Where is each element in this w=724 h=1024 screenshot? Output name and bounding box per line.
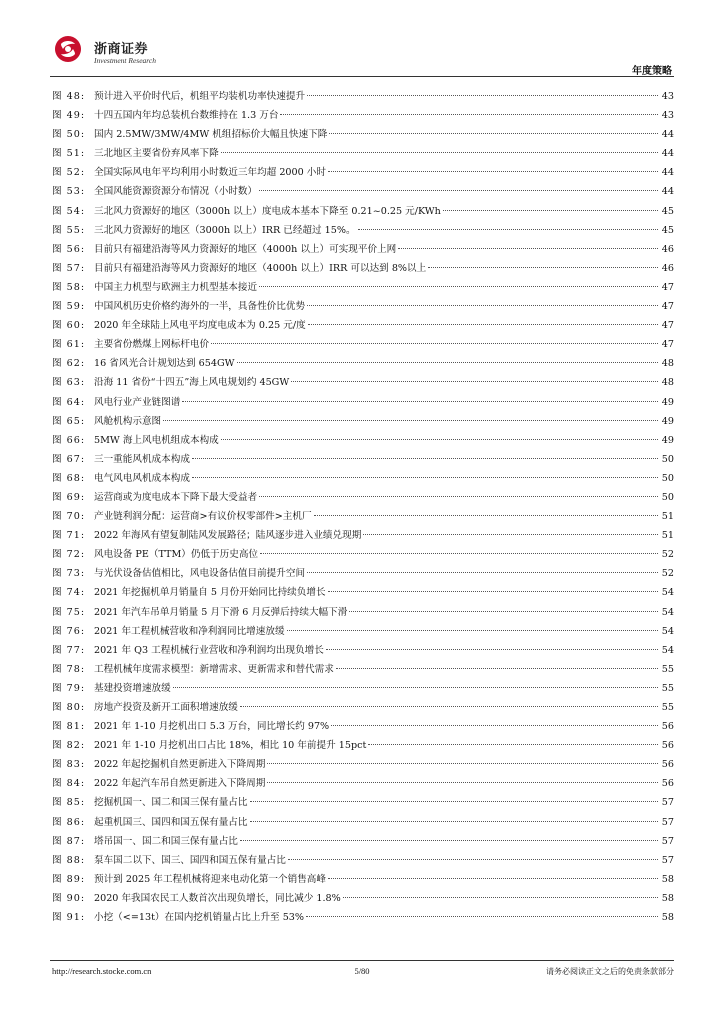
toc-leader-dots (328, 591, 658, 592)
toc-entry-label: 图 90: (52, 892, 86, 904)
toc-entry[interactable] (52, 450, 674, 469)
toc-entry-label: 图 64: (52, 396, 86, 408)
toc-entry-title: 2022 年海风有望复制陆风发展路径；陆风逐步进入业绩兑现期 (94, 530, 362, 542)
toc-entry-page: 51 (661, 511, 674, 523)
toc-entry-label: 图 83: (52, 759, 86, 771)
page-number: 5/80 (354, 966, 370, 976)
toc-entry-label: 图 71: (52, 530, 86, 542)
figure-list (52, 87, 674, 927)
toc-leader-dots (368, 744, 658, 745)
toc-leader-dots (307, 305, 658, 306)
toc-entry-title: 16 省风光合计规划达到 654GW (94, 358, 235, 370)
toc-entry[interactable] (52, 660, 674, 679)
toc-leader-dots (192, 477, 658, 478)
toc-leader-dots (398, 248, 658, 249)
toc-entry[interactable] (52, 813, 674, 832)
toc-entry[interactable] (52, 182, 674, 201)
toc-entry-title: 主要省份燃煤上网标杆电价 (94, 339, 210, 351)
toc-entry-label: 图 66: (52, 434, 86, 446)
toc-entry-page: 47 (661, 339, 674, 351)
toc-entry-title: 基建投资增速放缓 (94, 682, 171, 694)
toc-entry-title: 沿海 11 省份“十四五”海上风电规划约 45GW (94, 377, 290, 389)
toc-entry-page: 45 (661, 205, 674, 217)
toc-entry-title: 2021 年 1-10 月挖机出口 5.3 万台，同比增长约 97% (94, 721, 330, 733)
toc-entry-title: 塔吊国一、国二和国三保有量占比 (94, 835, 238, 847)
toc-entry-page: 58 (661, 892, 674, 904)
toc-entry-title: 5MW 海上风电机组成本构成 (94, 434, 219, 446)
toc-entry[interactable] (52, 870, 674, 889)
toc-entry[interactable] (52, 431, 674, 450)
toc-entry-label: 图 91: (52, 912, 86, 924)
toc-leader-dots (328, 171, 658, 172)
toc-entry[interactable] (52, 698, 674, 717)
toc-entry[interactable] (52, 832, 674, 851)
toc-entry[interactable] (52, 736, 674, 755)
toc-entry-title: 起重机国三、国四和国五保有量占比 (94, 816, 248, 828)
toc-leader-dots (291, 381, 658, 382)
toc-entry-page: 48 (661, 377, 674, 389)
toc-entry-title: 2022 年起汽车吊自然更新进入下降周期 (94, 778, 266, 790)
toc-entry-page: 49 (661, 396, 674, 408)
brand-name: 浙商证券 (94, 42, 149, 57)
toc-entry-title: 风电设备 PE（TTM）仍低于历史高位 (94, 549, 259, 561)
toc-entry-page: 51 (661, 530, 674, 542)
toc-entry[interactable] (52, 259, 674, 278)
toc-entry[interactable] (52, 278, 674, 297)
toc-entry-title: 2021 年 1-10 月挖机出口占比 18%，相比 10 年前提升 15pct (94, 740, 367, 752)
toc-entry-label: 图 85: (52, 797, 86, 809)
toc-leader-dots (173, 687, 658, 688)
page-header (50, 30, 674, 77)
toc-entry[interactable] (52, 335, 674, 354)
toc-entry-title: 全国实际风电年平均利用小时数近三年均超 2000 小时 (94, 167, 326, 179)
toc-entry-label: 图 58: (52, 281, 86, 293)
toc-entry-label: 图 54: (52, 205, 86, 217)
toc-entry-title: 三一重能风机成本构成 (94, 453, 190, 465)
toc-entry-page: 54 (661, 644, 674, 656)
toc-leader-dots (221, 439, 658, 440)
toc-entry[interactable] (52, 316, 674, 335)
toc-entry-label: 图 79: (52, 682, 86, 694)
toc-entry-label: 图 60: (52, 320, 86, 332)
toc-entry-page: 52 (661, 549, 674, 561)
toc-leader-dots (211, 343, 658, 344)
toc-leader-dots (237, 362, 659, 363)
toc-entry[interactable] (52, 240, 674, 259)
toc-entry-label: 图 62: (52, 358, 86, 370)
toc-entry[interactable] (52, 106, 674, 125)
toc-entry[interactable] (52, 545, 674, 564)
toc-entry-page: 54 (661, 625, 674, 637)
toc-entry-page: 55 (661, 663, 674, 675)
toc-leader-dots (331, 725, 658, 726)
toc-leader-dots (259, 190, 658, 191)
toc-entry-label: 图 59: (52, 301, 86, 313)
toc-entry-label: 图 67: (52, 453, 86, 465)
footer-url[interactable]: http://research.stocke.com.cn (52, 966, 152, 976)
toc-leader-dots (259, 286, 658, 287)
toc-entry-label: 图 73: (52, 568, 86, 580)
toc-entry-title: 房地产投资及新开工面积增速放缓 (94, 702, 238, 713)
toc-leader-dots (250, 801, 659, 802)
toc-entry-page: 46 (661, 262, 674, 274)
page-footer (50, 960, 674, 979)
toc-entry[interactable] (52, 221, 674, 240)
toc-entry-page: 48 (661, 358, 674, 370)
toc-entry-title: 十四五国内年均总装机台数维持在 1.3 万台 (94, 110, 279, 122)
toc-entry-page: 56 (661, 721, 674, 733)
toc-entry-label: 图 68: (52, 472, 86, 484)
toc-entry-page: 44 (661, 167, 674, 179)
toc-entry-page: 56 (661, 778, 674, 790)
toc-entry-page: 43 (661, 110, 674, 122)
toc-leader-dots (260, 553, 658, 554)
toc-leader-dots (443, 210, 658, 211)
toc-entry-title: 目前只有福建沿海等风力资源好的地区（4000h 以上）可实现平价上网 (94, 243, 397, 255)
brand-subtitle: Investment Research (94, 56, 156, 65)
toc-entry-label: 图 86: (52, 816, 86, 828)
toc-leader-dots (267, 782, 658, 783)
toc-entry[interactable] (52, 354, 674, 373)
toc-entry-title: 2021 年 Q3 工程机械行业营收和净利润均出现负增长 (94, 644, 324, 656)
toc-entry-page: 50 (661, 453, 674, 465)
toc-entry-label: 图 72: (52, 549, 86, 561)
toc-leader-dots (163, 420, 658, 421)
toc-entry-page: 54 (661, 606, 674, 618)
toc-leader-dots (192, 458, 658, 459)
toc-entry-title: 泵车国二以下、国三、国四和国五保有量占比 (94, 854, 286, 866)
toc-entry-label: 图 70: (52, 511, 86, 523)
toc-entry-page: 52 (661, 568, 674, 580)
toc-entry-title: 国内 2.5MW/3MW/4MW 机组招标价大幅且快速下降 (94, 129, 328, 141)
toc-entry[interactable] (52, 793, 674, 812)
toc-entry-page: 45 (661, 224, 674, 236)
toc-entry-page: 56 (661, 740, 674, 752)
toc-entry[interactable] (52, 526, 674, 545)
toc-entry[interactable] (52, 87, 674, 106)
toc-entry[interactable] (52, 603, 674, 622)
toc-entry-label: 图 77: (52, 644, 86, 656)
toc-entry-label: 图 65: (52, 415, 86, 427)
toc-entry-title: 目前只有福建沿海等风力资源好的地区（4000h 以上）IRR 可以达到 8%以上 (94, 262, 427, 274)
toc-leader-dots (221, 152, 658, 153)
toc-entry[interactable] (52, 469, 674, 488)
toc-entry-page: 58 (661, 912, 674, 924)
toc-entry-page: 50 (661, 472, 674, 484)
toc-entry-label: 图 63: (52, 377, 86, 389)
toc-leader-dots (326, 649, 658, 650)
toc-entry-page: 54 (661, 587, 674, 599)
toc-entry[interactable] (52, 373, 674, 392)
toc-entry[interactable] (52, 144, 674, 163)
toc-entry-page: 58 (661, 873, 674, 885)
toc-leader-dots (328, 878, 658, 879)
toc-entry[interactable] (52, 125, 674, 144)
toc-entry-title: 预计到 2025 年工程机械将迎来电动化第一个销售高峰 (94, 873, 326, 885)
toc-entry-label: 图 55: (52, 224, 86, 236)
toc-entry-title: 预计进入平价时代后，机组平均装机功率快速提升 (94, 91, 306, 102)
toc-leader-dots (314, 515, 658, 516)
toc-leader-dots (250, 821, 659, 822)
toc-leader-dots (349, 611, 658, 612)
toc-entry-title: 产业链利润分配：运营商>有议价权零部件>主机厂 (94, 511, 312, 523)
toc-entry-title: 与光伏设备估值相比，风电设备估值目前提升空间 (94, 568, 306, 580)
toc-entry-title: 风电行业产业链图谱 (94, 396, 181, 408)
toc-entry-label: 图 61: (52, 339, 86, 351)
toc-entry-label: 图 88: (52, 854, 86, 866)
toc-entry-page: 43 (661, 91, 674, 102)
toc-leader-dots (182, 401, 658, 402)
toc-entry[interactable] (52, 564, 674, 583)
toc-entry-page: 44 (661, 129, 674, 141)
toc-entry[interactable] (52, 488, 674, 507)
toc-entry-label: 图 80: (52, 702, 86, 713)
toc-entry-label: 图 53: (52, 186, 86, 198)
toc-entry-page: 50 (661, 491, 674, 503)
toc-entry[interactable] (52, 717, 674, 736)
document-type: 年度策略 (632, 66, 672, 77)
toc-entry[interactable] (52, 774, 674, 793)
toc-entry[interactable] (52, 583, 674, 602)
toc-leader-dots (306, 916, 658, 917)
toc-entry-label: 图 56: (52, 243, 86, 255)
toc-entry-page: 47 (661, 320, 674, 332)
toc-entry-title: 2021 年工程机械营收和净利润同比增速放缓 (94, 625, 285, 637)
toc-leader-dots (428, 267, 658, 268)
toc-entry-label: 图 76: (52, 625, 86, 637)
toc-entry-page: 56 (661, 759, 674, 771)
toc-entry-title: 2022 年起挖掘机自然更新进入下降周期 (94, 759, 266, 771)
toc-entry-label: 图 87: (52, 835, 86, 847)
toc-leader-dots (363, 534, 658, 535)
toc-entry[interactable] (52, 507, 674, 526)
toc-entry-label: 图 81: (52, 721, 86, 733)
toc-leader-dots (240, 840, 658, 841)
footer-disclaimer: 请务必阅读正文之后的免责条款部分 (546, 967, 674, 976)
toc-entry[interactable] (52, 889, 674, 908)
toc-entry-page: 47 (661, 301, 674, 313)
toc-entry-title: 工程机械年度需求模型：新增需求、更新需求和替代需求 (94, 663, 334, 675)
toc-entry-title: 2021 年挖掘机单月销量自 5 月份开始同比持续负增长 (94, 587, 326, 599)
toc-entry-page: 47 (661, 281, 674, 293)
toc-entry-page: 49 (661, 415, 674, 427)
toc-leader-dots (259, 496, 658, 497)
toc-entry-title: 2021 年汽车吊单月销量 5 月下滑 6 月反弹后持续大幅下滑 (94, 606, 348, 618)
toc-leader-dots (343, 897, 658, 898)
toc-entry-title: 风舱机构示意图 (94, 415, 162, 427)
toc-entry-page: 57 (661, 854, 674, 866)
toc-entry-title: 三北风力资源好的地区（3000h 以上）IRR 已经超过 15%。 (94, 224, 356, 236)
toc-leader-dots (307, 95, 658, 96)
toc-leader-dots (358, 229, 658, 230)
toc-entry-label: 图 48: (52, 91, 86, 102)
toc-entry-page: 57 (661, 797, 674, 809)
toc-leader-dots (307, 572, 658, 573)
toc-entry-label: 图 82: (52, 740, 86, 752)
toc-entry-title: 小挖（<=13t）在国内挖机销量占比上升至 53% (94, 912, 305, 924)
toc-leader-dots (240, 706, 658, 707)
toc-entry-page: 57 (661, 816, 674, 828)
toc-entry-title: 全国风能资源资源分布情况（小时数） (94, 186, 258, 198)
toc-entry-title: 运营商或为度电成本下降下最大受益者 (94, 491, 258, 503)
toc-entry-title: 2020 年全球陆上风电平均度电成本为 0.25 元/度 (94, 320, 306, 332)
toc-entry-page: 57 (661, 835, 674, 847)
toc-entry-page: 46 (661, 243, 674, 255)
toc-entry-title: 中国风机历史价格约海外的一半，具备性价比优势 (94, 301, 306, 313)
toc-leader-dots (288, 859, 658, 860)
toc-entry[interactable] (52, 641, 674, 660)
toc-leader-dots (280, 114, 658, 115)
toc-entry-label: 图 89: (52, 873, 86, 885)
toc-entry[interactable] (52, 851, 674, 870)
toc-entry[interactable] (52, 412, 674, 431)
toc-entry-page: 44 (661, 148, 674, 160)
toc-entry-page: 55 (661, 702, 674, 713)
toc-leader-dots (267, 763, 658, 764)
toc-entry-label: 图 49: (52, 110, 86, 122)
toc-entry-title: 电气风电风机成本构成 (94, 472, 190, 484)
toc-entry-title: 三北风力资源好的地区（3000h 以上）度电成本基本下降至 0.21~0.25 元/KWh (94, 205, 441, 217)
toc-leader-dots (308, 324, 658, 325)
toc-entry-page: 49 (661, 434, 674, 446)
toc-entry-label: 图 69: (52, 491, 86, 503)
toc-entry-label: 图 50: (52, 129, 86, 141)
toc-entry[interactable] (52, 908, 674, 927)
toc-entry[interactable] (52, 679, 674, 698)
toc-entry-title: 2020 年我国农民工人数首次出现负增长，同比减少 1.8% (94, 892, 341, 904)
toc-entry-page: 55 (661, 682, 674, 694)
toc-leader-dots (287, 630, 658, 631)
toc-entry-label: 图 84: (52, 778, 86, 790)
toc-entry[interactable] (52, 393, 674, 412)
toc-leader-dots (336, 668, 658, 669)
toc-entry-title: 挖掘机国一、国二和国三保有量占比 (94, 797, 248, 809)
toc-entry-label: 图 52: (52, 167, 86, 179)
toc-entry-label: 图 75: (52, 606, 86, 618)
zheshang-logo-icon (53, 34, 83, 64)
toc-entry[interactable] (52, 755, 674, 774)
toc-entry-label: 图 74: (52, 587, 86, 599)
toc-entry-title: 三北地区主要省份弃风率下降 (94, 148, 219, 160)
toc-entry-title: 中国主力机型与欧洲主力机型基本接近 (94, 281, 258, 293)
toc-leader-dots (329, 133, 658, 134)
toc-entry[interactable] (52, 163, 674, 182)
toc-entry[interactable] (52, 202, 674, 221)
toc-entry-label: 图 57: (52, 262, 86, 274)
toc-entry-label: 图 51: (52, 148, 86, 160)
toc-entry[interactable] (52, 622, 674, 641)
toc-entry-page: 44 (661, 186, 674, 198)
toc-entry[interactable] (52, 297, 674, 316)
toc-entry-label: 图 78: (52, 663, 86, 675)
